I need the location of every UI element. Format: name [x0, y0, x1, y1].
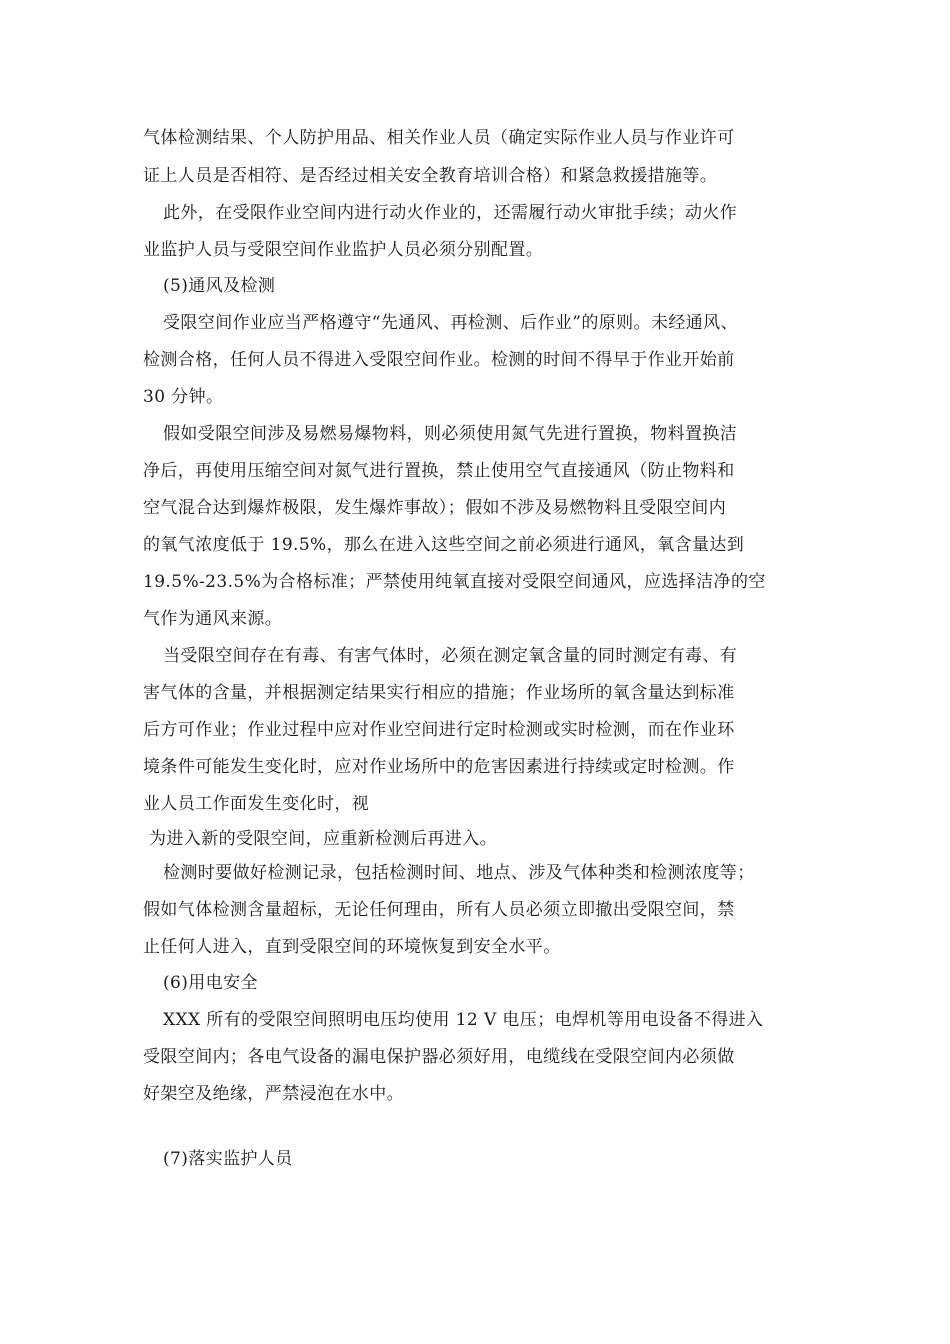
section-heading: (7)落实监护人员: [163, 1149, 293, 1169]
text-line: 气作为通风来源。: [143, 609, 283, 629]
text-line: 空气混合达到爆炸极限，发生爆炸事故）；假如不涉及易燃物料且受限空间内: [143, 498, 727, 518]
text-line: 受限空间内；各电气设备的漏电保护器必须好用，电缆线在受限空间内必须做: [143, 1047, 735, 1067]
text-line: 的氧气浓度低于 19.5%，那么在进入这些空间之前必须进行通风，氧含量达到: [143, 535, 745, 555]
text-line: 业监护人员与受限空间作业监护人员必须分别配置。: [143, 240, 544, 260]
text-line: 检测合格，任何人员不得进入受限空间作业。检测的时间不得早于作业开始前: [143, 350, 735, 370]
text-line: 净后，再使用压缩空间对氮气进行置换，禁止使用空气直接通风（防止物料和: [143, 461, 735, 481]
text-line: 当受限空间存在有毒、有害气体时，必须在测定氧含量的同时测定有毒、有: [163, 646, 738, 666]
text-line: 为进入新的受限空间，应重新检测后再进入。: [149, 829, 497, 849]
text-line: 30 分钟。: [143, 387, 224, 407]
text-line: 假如气体检测含量超标，无论任何理由，所有人员必须立即撤出受限空间，禁: [143, 900, 735, 920]
text-line: 好架空及绝缘，严禁浸泡在水中。: [143, 1084, 404, 1104]
text-line: 后方可作业；作业过程中应对作业空间进行定时检测或实时检测，而在作业环: [143, 720, 735, 740]
text-line: 19.5%-23.5%为合格标准；严禁使用纯氧直接对受限空间通风，应选择洁净的空: [143, 572, 766, 592]
text-line: 气体检测结果、个人防护用品、相关作业人员（确定实际作业人员与作业许可: [143, 128, 735, 148]
text-line: 此外，在受限作业空间内进行动火作业的，还需履行动火审批手续；动火作: [163, 203, 738, 223]
text-line: 假如受限空间涉及易燃易爆物料，则必须使用氮气先进行置换，物料置换洁: [163, 424, 738, 444]
text-line: 检测时要做好检测记录，包括检测时间、地点、涉及气体种类和检测浓度等；: [163, 863, 755, 883]
text-line: 境条件可能发生变化时，应对作业场所中的危害因素进行持续或定时检测。作: [143, 757, 735, 777]
section-heading: (6)用电安全: [163, 973, 258, 993]
text-line: 受限空间作业应当严格遵守“先通风、再检测、后作业”的原则。未经通风、: [163, 313, 738, 333]
section-heading: (5)通风及检测: [163, 276, 276, 296]
text-line: XXX 所有的受限空间照明电压均使用 12 V 电压；电焊机等用电设备不得进入: [163, 1010, 764, 1030]
text-line: 证上人员是否相符、是否经过相关安全教育培训合格）和紧急救援措施等。: [143, 166, 718, 186]
text-line: 害气体的含量，并根据测定结果实行相应的措施；作业场所的氧含量达到标准: [143, 683, 735, 703]
text-line: 业人员工作面发生变化时，视: [143, 794, 370, 814]
text-line: 止任何人进入，直到受限空间的环境恢复到安全水平。: [143, 937, 561, 957]
